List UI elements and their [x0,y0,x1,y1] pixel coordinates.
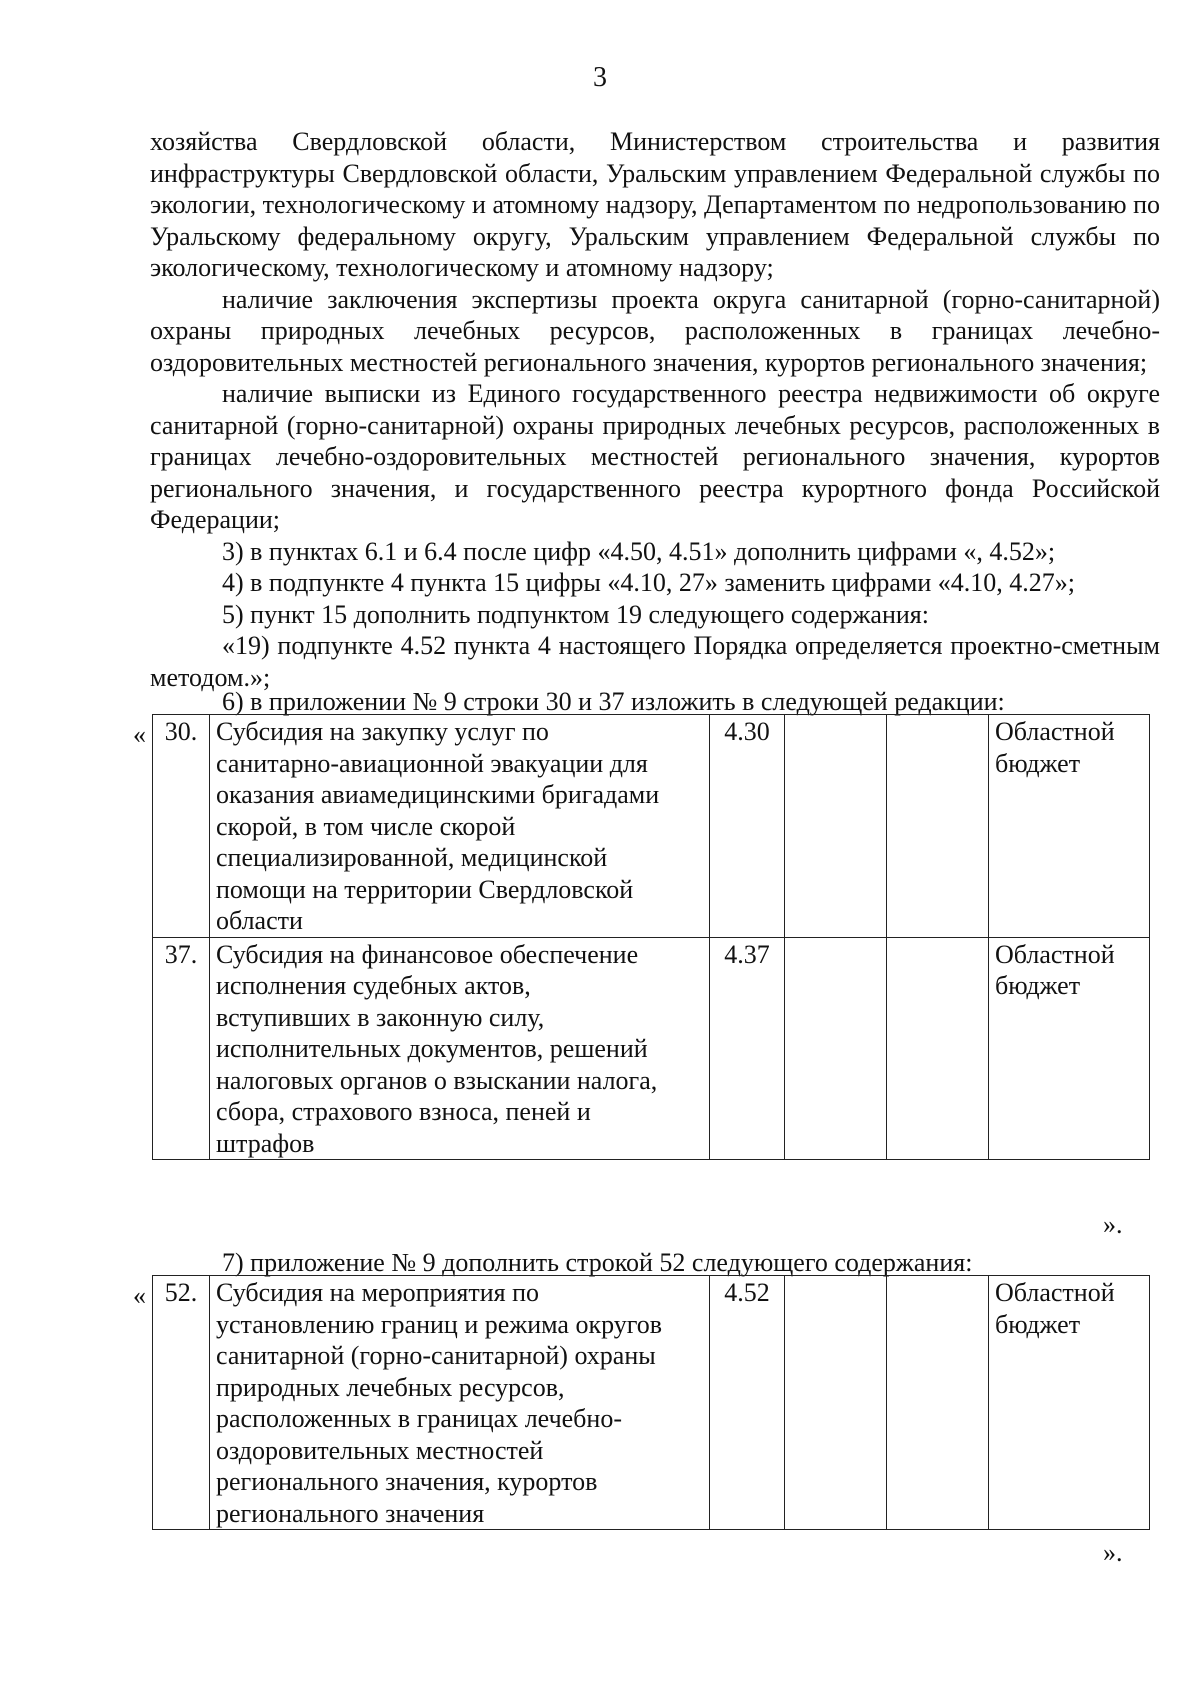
row-description [210,937,710,1160]
source-line: Областной [995,939,1115,969]
description-line: помощи на территории Свердловской [216,874,634,904]
empty-cell [785,937,887,1160]
body-text [150,126,1160,693]
table-row [153,715,1150,938]
description-line: санитарно-авиационной эвакуации для [216,748,648,778]
empty-cell [887,937,989,1160]
description-line: оздоровительных местностей [216,1435,544,1465]
description-line: исполнительных документов, решений [216,1034,648,1063]
description-line: Субсидия на финансовое обеспечение [216,939,639,969]
row-source [989,937,1150,1160]
table2 [152,1275,1150,1530]
description-line: вступивших в законную силу, [216,1002,545,1032]
table-row [153,1276,1150,1530]
row-code: 4.30 [710,715,785,938]
table2-close-quote: ». [1103,1538,1123,1567]
table1-open-quote: « [133,720,146,749]
table1-close-quote: ». [1103,1210,1123,1239]
description-line: скорой, в том числе скорой [216,811,516,841]
table1 [152,714,1150,1160]
description-line: специализированной, медицинской [216,843,608,872]
table1-intro: 6) в приложении № 9 строки 30 и 37 изложить в следующей редакции: [222,687,1005,716]
row-number: 37. [153,937,210,1160]
description-line: расположенных в границах лечебно- [216,1404,622,1433]
paragraph-registry-extract: наличие выписки из Единого государственного реестра недвижимости об округе санитарной (горно-санитарной) охраны природных лечебных ресурсов, расположенных в границах лечебно-оздоровительных местностей регионального значения, курортов регионального значения, и государственного реестра курортного фонда Российской Федерации; [150,379,1160,534]
description-line: области [216,906,303,935]
table-row [153,937,1150,1160]
paragraph-item-5: 5) пункт 15 дополнить подпунктом 19 следующего содержания: [222,599,929,629]
source-line: Областной [995,1278,1115,1307]
row-code: 4.37 [710,937,785,1160]
description-line: установлению границ и режима округов [216,1309,663,1339]
paragraph-subitem-19: «19) подпункте 4.52 пункта 4 настоящего Порядка определяется проектно-сметным методом.»; [150,631,1160,692]
description-line: санитарной (горно-санитарной) охраны [216,1341,656,1370]
row-code: 4.52 [710,1276,785,1530]
description-line: Субсидия на мероприятия по [216,1278,540,1307]
description-line: Субсидия на закупку услуг по [216,717,549,746]
description-line: исполнения судебных актов, [216,971,531,1000]
empty-cell [887,1276,989,1530]
row-source [989,715,1150,938]
description-line: сбора, страхового взноса, пеней и [216,1097,591,1126]
description-line: налоговых органов о взыскании налога, [216,1065,658,1095]
description-line: регионального значения, курортов [216,1467,598,1496]
row-number: 52. [153,1276,210,1530]
row-number: 30. [153,715,210,938]
source-line: бюджет [995,748,1081,778]
empty-cell [887,715,989,938]
empty-cell [785,715,887,938]
description-line: природных лечебных ресурсов, [216,1372,565,1402]
table2-intro: 7) приложение № 9 дополнить строкой 52 следующего содержания: [222,1248,973,1277]
description-line: оказания авиамедицинскими бригадами [216,780,660,809]
paragraph-item-3: 3) в пунктах 6.1 и 6.4 после цифр «4.50, 4.51» дополнить цифрами «, 4.52»; [222,536,1056,566]
paragraph-item-4: 4) в подпункте 4 пункта 15 цифры «4.10, 27» заменить цифрами «4.10, 4.27»; [222,568,1075,597]
page-number: 3 [593,62,607,93]
row-description [210,1276,710,1530]
description-line: штрафов [216,1128,315,1158]
source-line: бюджет [995,1309,1081,1339]
row-source [989,1276,1150,1530]
paragraph-expertise: наличие заключения экспертизы проекта округа санитарной (горно-санитарной) охраны природных лечебных ресурсов, расположенных в границах лечебно-оздоровительных местностей регионального значения, курортов регионального значения; [150,284,1160,377]
paragraph-continuation: хозяйства Свердловской области, Министерством строительства и развития инфраструктуры Свердловской области, Уральским управлением Федеральной службы по экологии, технологическому и атомному надзору, Департаментом по недропользованию по Уральскому федеральному округу, Уральским управлением Федеральной службы по экологическому, технологическому и атомному надзору; [150,127,1160,282]
source-line: бюджет [995,971,1081,1000]
source-line: Областной [995,717,1115,746]
row-description [210,715,710,938]
empty-cell [785,1276,887,1530]
table2-open-quote: « [133,1281,146,1310]
description-line: регионального значения [216,1498,485,1528]
